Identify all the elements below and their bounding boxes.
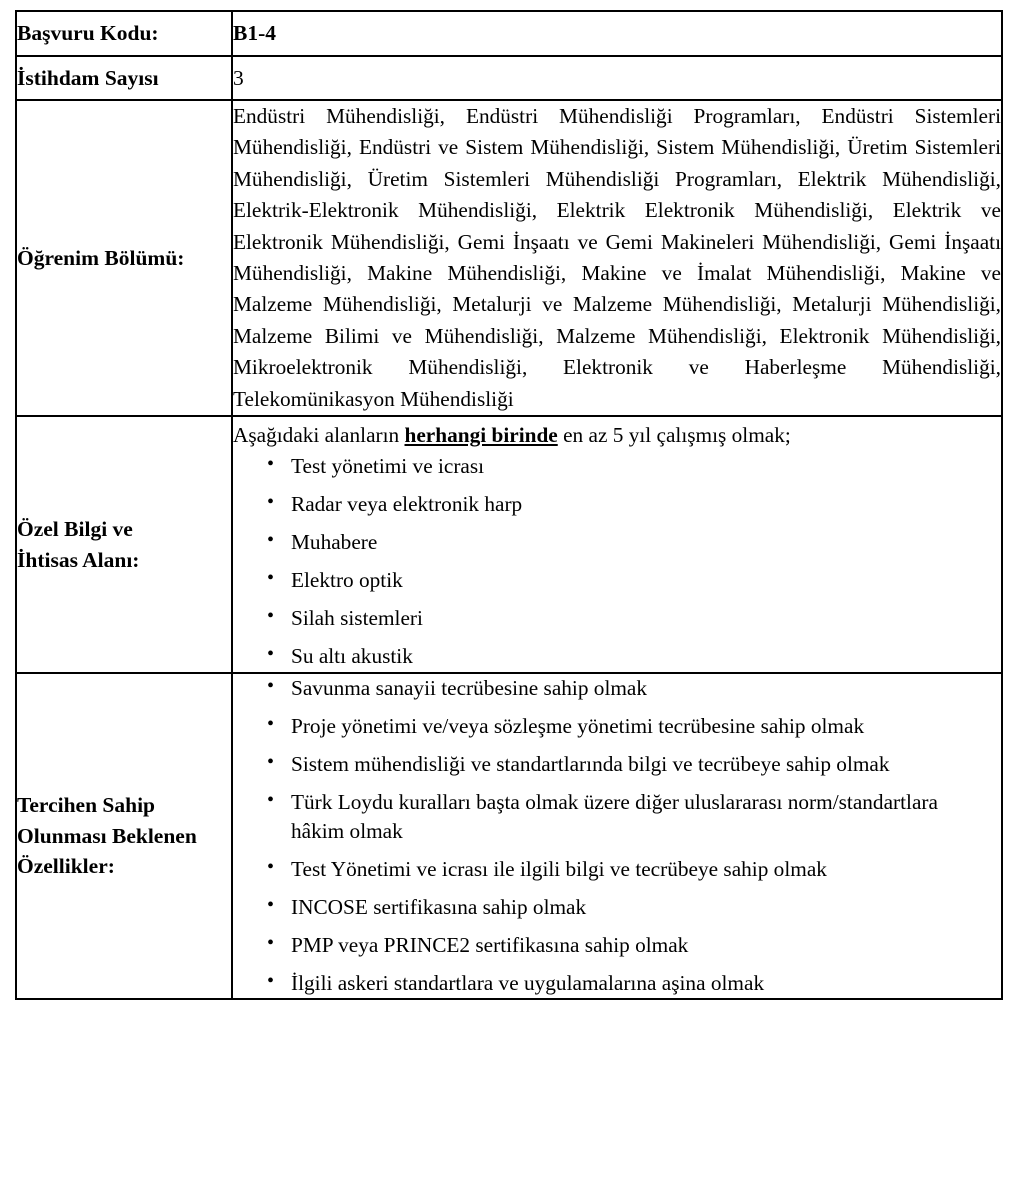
label-line: İhtisas Alanı: [17, 547, 140, 572]
list-item: • Savunma sanayii tecrübesine sahip olmak [267, 674, 1001, 703]
table-row-application-code [16, 11, 1002, 56]
value-education-departments: Endüstri Mühendisliği, Endüstri Mühendisliği Programları, Endüstri Sistemleri Mühendisliği, Endüstri ve Sistem Mühendisliği, Sistem Mühendisliği, Üretim Sistemleri Mühendisliği, Üretim Sistemleri Mühendisliği Programları, Elektrik Mühendisliği, Elektrik-Elektronik Mühendisliği, Elektrik Elektronik Mühendisliği, Elektrik ve Elektronik Mühendisliği, Gemi İnşaatı ve Gemi Makineleri Mühendisliği, Gemi İnşaatı Mühendisliği, Makine Mühendisliği, Makine ve İmalat Mühendisliği, Makine ve Malzeme Mühendisliği, Metalurji ve Malzeme Mühendisliği, Metalurji Mühendisliği, Malzeme Bilimi ve Mühendisliği, Malzeme Mühendisliği, Elektronik Mühendisliği, Mikroelektronik Mühendisliği, Elektronik ve Haberleşme Mühendisliği, Telekomünikasyon Mühendisliği [232, 100, 1002, 416]
list-item: • Sistem mühendisliği ve standartlarında bilgi ve tecrübeye sahip olmak [267, 750, 1001, 779]
intro-text-after: en az 5 yıl çalışmış olmak; [557, 423, 791, 448]
intro-text-before: Aşağıdaki alanların [233, 423, 405, 448]
label-headcount: İstihdam Sayısı [16, 56, 232, 101]
special-knowledge-intro [233, 420, 1001, 450]
table-row-special-knowledge [16, 416, 1002, 673]
preferred-qualifications-list [233, 674, 1001, 997]
label-special-knowledge [16, 416, 232, 673]
label-preferred-qualifications [16, 673, 232, 999]
table-row-education [16, 100, 1002, 416]
list-item: • Test Yönetimi ve icrası ile ilgili bilgi ve tecrübeye sahip olmak [267, 855, 1001, 884]
label-education: Öğrenim Bölümü: [16, 100, 232, 416]
list-item: • Proje yönetimi ve/veya sözleşme yönetimi tecrübesine sahip olmak [267, 712, 1001, 741]
value-special-knowledge [232, 416, 1002, 673]
value-application-code: B1-4 [232, 11, 1002, 56]
list-item: • Test yönetimi ve icrası [267, 452, 1001, 481]
list-item: • Su altı akustik [267, 642, 1001, 671]
table-row-headcount [16, 56, 1002, 101]
list-item: • Radar veya elektronik harp [267, 490, 1001, 519]
value-preferred-qualifications [232, 673, 1002, 999]
list-item: • Muhabere [267, 528, 1001, 557]
label-line: Özellikler: [17, 854, 115, 879]
list-item: • Silah sistemleri [267, 604, 1001, 633]
label-line: Olunması Beklenen [17, 823, 197, 848]
list-item: • PMP veya PRINCE2 sertifikasına sahip olmak [267, 931, 1001, 960]
list-item: • INCOSE sertifikasına sahip olmak [267, 893, 1001, 922]
value-headcount: 3 [232, 56, 1002, 101]
label-application-code: Başvuru Kodu: [16, 11, 232, 56]
list-item: • İlgili askeri standartlara ve uygulamalarına aşina olmak [267, 969, 1001, 998]
requirements-table [15, 10, 1003, 1000]
special-knowledge-list [233, 452, 1001, 671]
label-line: Özel Bilgi ve [17, 517, 133, 542]
list-item: • Türk Loydu kuralları başta olmak üzere diğer uluslararası norm/standartlara hâkim olmak [267, 788, 1001, 845]
table-row-preferred-qualifications [16, 673, 1002, 999]
list-item: • Elektro optik [267, 566, 1001, 595]
intro-highlight: herhangi birinde [404, 423, 558, 448]
label-line: Tercihen Sahip [17, 793, 156, 818]
